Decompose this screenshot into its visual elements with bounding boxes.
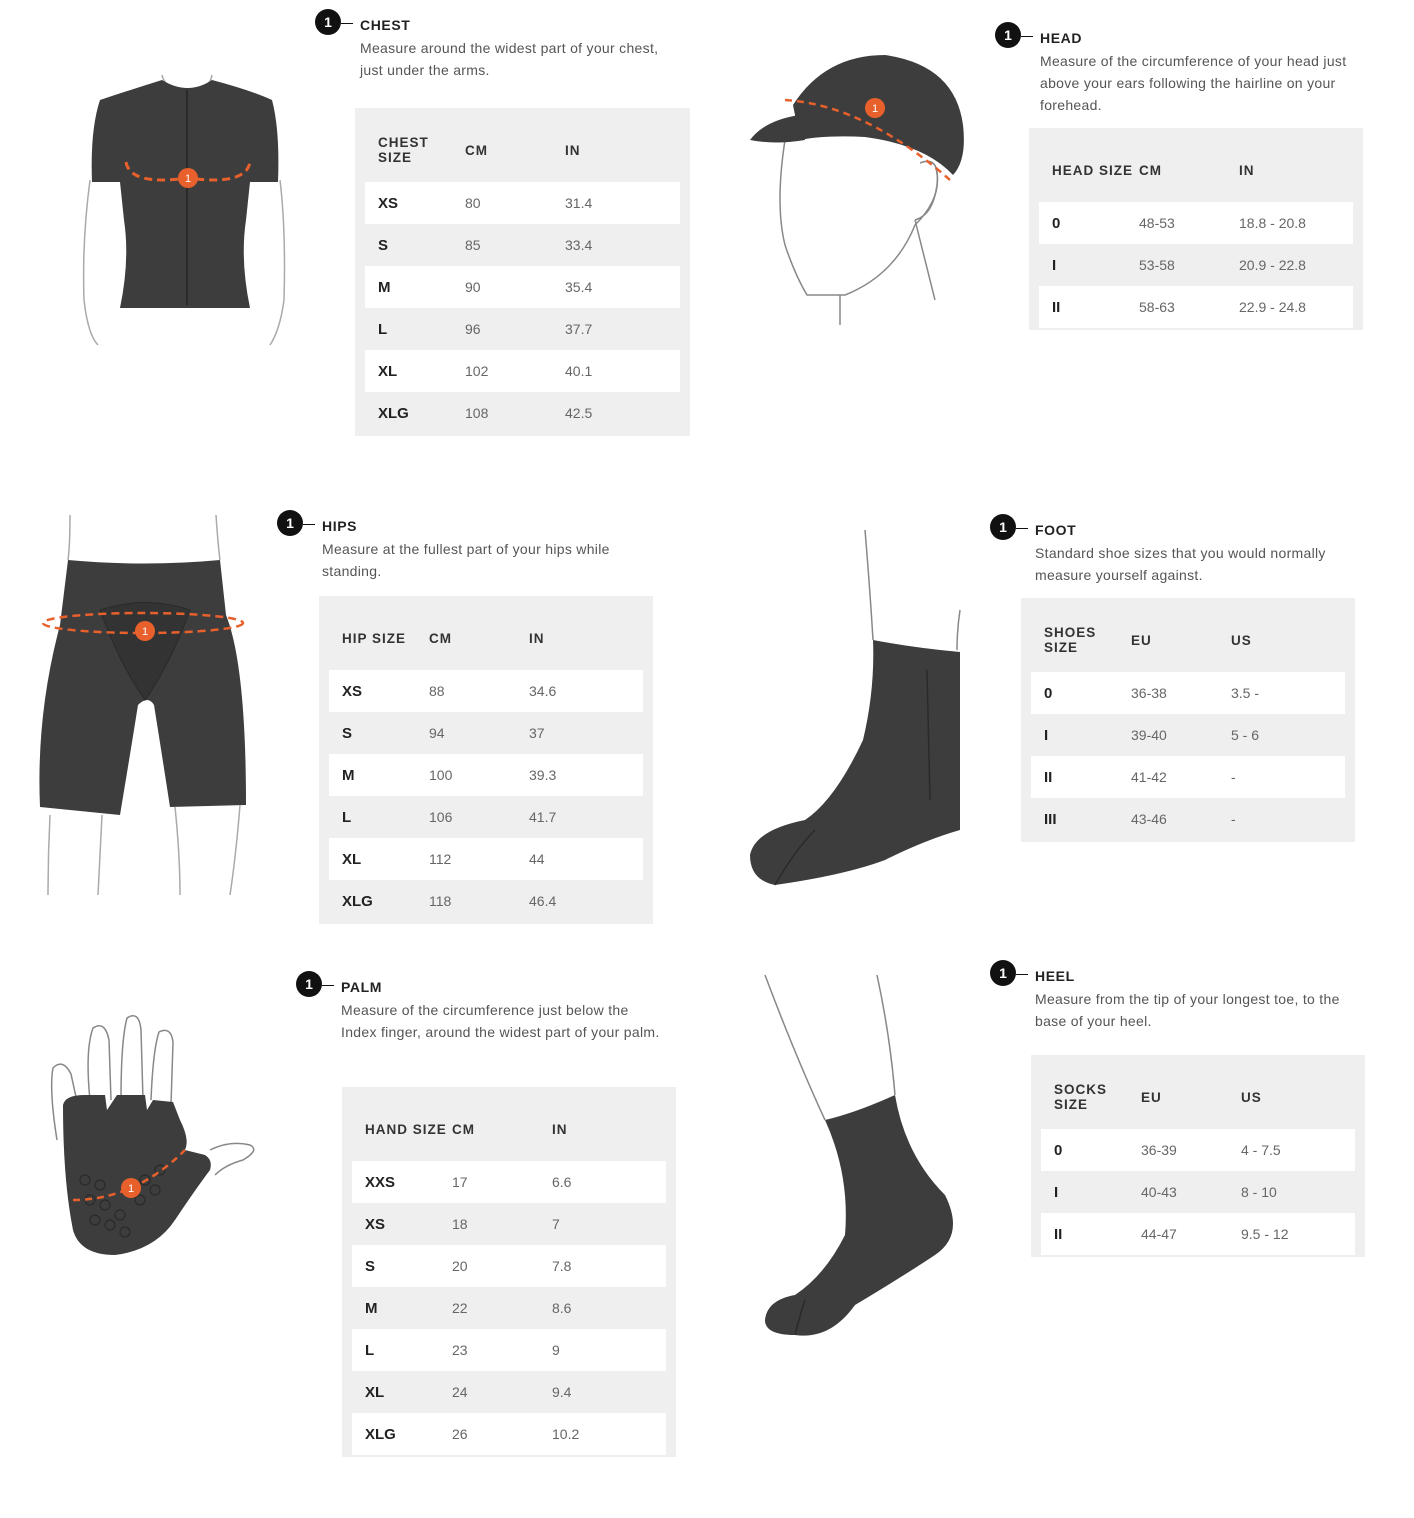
table-row	[352, 1287, 666, 1329]
table-cell: XLG	[378, 404, 409, 422]
table-cell: I	[1052, 256, 1057, 274]
table-cell: 36-38	[1131, 685, 1167, 701]
table-cell: 0	[1054, 1141, 1063, 1159]
table-cell: 20.9 - 22.8	[1239, 257, 1306, 273]
glove-illustration	[45, 1010, 265, 1290]
shorts-illustration	[30, 515, 260, 905]
table-cell: 23	[452, 1342, 468, 1358]
step-badge: 1	[315, 9, 341, 35]
table-cell: -	[1231, 769, 1236, 785]
table-cell: US	[1231, 632, 1252, 648]
section-title: HIPS	[322, 518, 358, 534]
table-cell: US	[1241, 1089, 1262, 1105]
table-row	[329, 670, 643, 712]
table-cell: 7.8	[552, 1258, 572, 1274]
table-row	[1041, 1213, 1355, 1255]
table-cell: 48-53	[1139, 215, 1175, 231]
table-cell: 22.9 - 24.8	[1239, 299, 1306, 315]
table-cell: SOCKS SIZE	[1054, 1082, 1108, 1112]
step-badge: 1	[990, 514, 1016, 540]
table-cell: CM	[1139, 162, 1162, 178]
table-cell: 17	[452, 1174, 468, 1190]
table-cell: II	[1054, 1225, 1063, 1243]
table-cell: 108	[465, 405, 489, 421]
section-description: Standard shoe sizes that you would normally measure yourself against.	[1035, 545, 1326, 583]
table-cell: HIP SIZE	[342, 630, 407, 646]
table-row	[329, 838, 643, 880]
table-cell: 40-43	[1141, 1184, 1177, 1200]
table-cell: 90	[465, 279, 481, 295]
table-cell: 36-39	[1141, 1142, 1177, 1158]
table-cell: S	[342, 724, 353, 742]
head-section	[995, 27, 1365, 116]
foot-section	[990, 519, 1360, 586]
table-cell: 53-58	[1139, 257, 1175, 273]
table-cell: EU	[1141, 1089, 1162, 1105]
table-cell: II	[1044, 768, 1053, 786]
hip-size-table	[319, 596, 653, 924]
section-title: FOOT	[1035, 522, 1077, 538]
table-cell: 5 - 6	[1231, 727, 1260, 743]
table-cell: 26	[452, 1426, 468, 1442]
table-row	[329, 754, 643, 796]
chest-size-table	[355, 108, 690, 436]
table-row	[352, 1245, 666, 1287]
connector-line	[1021, 36, 1033, 37]
cap-illustration	[745, 45, 965, 335]
table-cell: M	[342, 766, 355, 784]
section-description: Measure of the circumference of your head just above your ears following the hairline on your forehead.	[1040, 53, 1347, 113]
table-cell: XLG	[365, 1425, 396, 1443]
table-cell: HEAD SIZE	[1052, 162, 1134, 178]
table-cell: CHEST SIZE	[378, 135, 429, 165]
table-cell: SHOES SIZE	[1044, 625, 1097, 655]
table-cell: 58-63	[1139, 299, 1175, 315]
step-badge: 1	[277, 510, 303, 536]
connector-line	[1016, 974, 1028, 975]
table-cell: 10.2	[552, 1426, 580, 1442]
hips-section	[277, 515, 647, 582]
table-cell: 18.8 - 20.8	[1239, 215, 1306, 231]
table-cell: CM	[465, 142, 488, 158]
table-cell: 4 - 7.5	[1241, 1142, 1281, 1158]
table-cell: 80	[465, 195, 481, 211]
table-row	[1031, 798, 1345, 840]
table-cell: 102	[465, 363, 489, 379]
shoe-size-table	[1021, 598, 1355, 842]
table-row	[1031, 672, 1345, 714]
section-description: Measure at the fullest part of your hips while standing.	[322, 541, 610, 579]
jersey-illustration	[70, 60, 300, 350]
table-header	[365, 118, 680, 182]
table-cell: 43-46	[1131, 811, 1167, 827]
table-row	[1031, 714, 1345, 756]
section-title: CHEST	[360, 17, 411, 33]
table-cell: 9.5 - 12	[1241, 1226, 1289, 1242]
table-cell: 88	[429, 683, 445, 699]
table-cell: 40.1	[565, 363, 593, 379]
table-cell: S	[365, 1257, 376, 1275]
svg-text:1: 1	[871, 103, 879, 115]
table-cell: 39-40	[1131, 727, 1167, 743]
table-row	[365, 224, 680, 266]
table-cell: HAND SIZE	[365, 1121, 447, 1137]
table-cell: 24	[452, 1384, 468, 1400]
table-row	[329, 796, 643, 838]
table-row	[1039, 286, 1353, 328]
overshoe-illustration	[745, 530, 965, 900]
table-cell: 96	[465, 321, 481, 337]
svg-text:1: 1	[184, 173, 192, 185]
table-cell: M	[365, 1299, 378, 1317]
table-cell: 46.4	[529, 893, 557, 909]
table-cell: 8.6	[552, 1300, 572, 1316]
table-cell: 42.5	[565, 405, 593, 421]
table-cell: III	[1044, 810, 1057, 828]
table-cell: I	[1054, 1183, 1059, 1201]
palm-section	[296, 976, 666, 1043]
table-row	[352, 1413, 666, 1455]
table-cell: 41-42	[1131, 769, 1167, 785]
table-cell: XS	[365, 1215, 386, 1233]
table-row	[365, 308, 680, 350]
table-cell: 37	[529, 725, 545, 741]
hand-size-table	[342, 1087, 676, 1457]
table-cell: CM	[429, 630, 452, 646]
table-cell: IN	[552, 1121, 568, 1137]
connector-line	[303, 524, 315, 525]
table-row	[365, 182, 680, 224]
section-title: HEAD	[1040, 30, 1083, 46]
table-row	[1039, 202, 1353, 244]
table-row	[352, 1203, 666, 1245]
table-cell: 37.7	[565, 321, 593, 337]
table-cell: 7	[552, 1216, 560, 1232]
table-header	[1041, 1065, 1355, 1129]
table-row	[365, 350, 680, 392]
table-cell: 9.4	[552, 1384, 572, 1400]
table-cell: 34.6	[529, 683, 557, 699]
table-cell: XLG	[342, 892, 373, 910]
table-cell: 33.4	[565, 237, 593, 253]
table-cell: 94	[429, 725, 445, 741]
table-header	[1031, 608, 1345, 672]
sock-size-table	[1031, 1055, 1365, 1257]
table-cell: CM	[452, 1121, 475, 1137]
table-row	[1031, 756, 1345, 798]
heel-section	[990, 965, 1360, 1032]
table-cell: 106	[429, 809, 453, 825]
chest-section	[315, 14, 685, 81]
table-cell: XS	[378, 194, 399, 212]
table-header	[329, 606, 643, 670]
table-cell: 18	[452, 1216, 468, 1232]
table-row	[329, 880, 643, 922]
section-description: Measure of the circumference just below the Index finger, around the widest part of your palm.	[341, 1002, 660, 1040]
table-cell: 0	[1044, 684, 1053, 702]
step-badge: 1	[990, 960, 1016, 986]
table-row	[365, 266, 680, 308]
section-title: HEEL	[1035, 968, 1075, 984]
table-cell: 118	[429, 893, 452, 909]
head-size-table	[1029, 128, 1363, 330]
table-row	[1039, 244, 1353, 286]
table-cell: 8 - 10	[1241, 1184, 1277, 1200]
table-cell: 44-47	[1141, 1226, 1177, 1242]
table-row	[365, 392, 680, 434]
table-cell: 6.6	[552, 1174, 572, 1190]
table-cell: 41.7	[529, 809, 557, 825]
table-cell: IN	[529, 630, 545, 646]
table-cell: 112	[429, 851, 452, 867]
table-header	[1039, 138, 1353, 202]
table-cell: 44	[529, 851, 545, 867]
table-cell: M	[378, 278, 391, 296]
table-header	[352, 1097, 666, 1161]
table-cell: 22	[452, 1300, 468, 1316]
connector-line	[341, 23, 353, 24]
table-row	[1041, 1171, 1355, 1213]
table-cell: II	[1052, 298, 1061, 316]
table-cell: 39.3	[529, 767, 557, 783]
table-row	[1041, 1129, 1355, 1171]
step-badge: 1	[995, 22, 1021, 48]
table-cell: -	[1231, 811, 1236, 827]
table-cell: XL	[365, 1383, 385, 1401]
table-cell: 31.4	[565, 195, 593, 211]
table-cell: I	[1044, 726, 1049, 744]
table-cell: XL	[378, 362, 398, 380]
table-cell: 3.5 -	[1231, 685, 1260, 701]
table-row	[352, 1371, 666, 1413]
table-cell: L	[365, 1341, 375, 1359]
svg-text:1: 1	[141, 626, 149, 638]
section-description: Measure around the widest part of your chest, just under the arms.	[360, 40, 659, 78]
connector-line	[1016, 528, 1028, 529]
table-cell: L	[342, 808, 352, 826]
section-description: Measure from the tip of your longest toe, to the base of your heel.	[1035, 991, 1340, 1029]
connector-line	[322, 985, 334, 986]
table-cell: IN	[565, 142, 581, 158]
table-cell: XL	[342, 850, 362, 868]
table-cell: 20	[452, 1258, 468, 1274]
section-title: PALM	[341, 979, 383, 995]
table-cell: 9	[552, 1342, 560, 1358]
table-cell: L	[378, 320, 388, 338]
table-row	[352, 1161, 666, 1203]
table-cell: IN	[1239, 162, 1255, 178]
table-cell: S	[378, 236, 389, 254]
table-cell: 0	[1052, 214, 1061, 232]
sock-illustration	[755, 975, 965, 1345]
table-cell: 85	[465, 237, 481, 253]
table-row	[352, 1329, 666, 1371]
table-cell: XS	[342, 682, 363, 700]
svg-text:1: 1	[127, 1183, 135, 1195]
step-badge: 1	[296, 971, 322, 997]
table-row	[329, 712, 643, 754]
table-cell: EU	[1131, 632, 1152, 648]
table-cell: XXS	[365, 1173, 396, 1191]
table-cell: 35.4	[565, 279, 593, 295]
table-cell: 100	[429, 767, 453, 783]
